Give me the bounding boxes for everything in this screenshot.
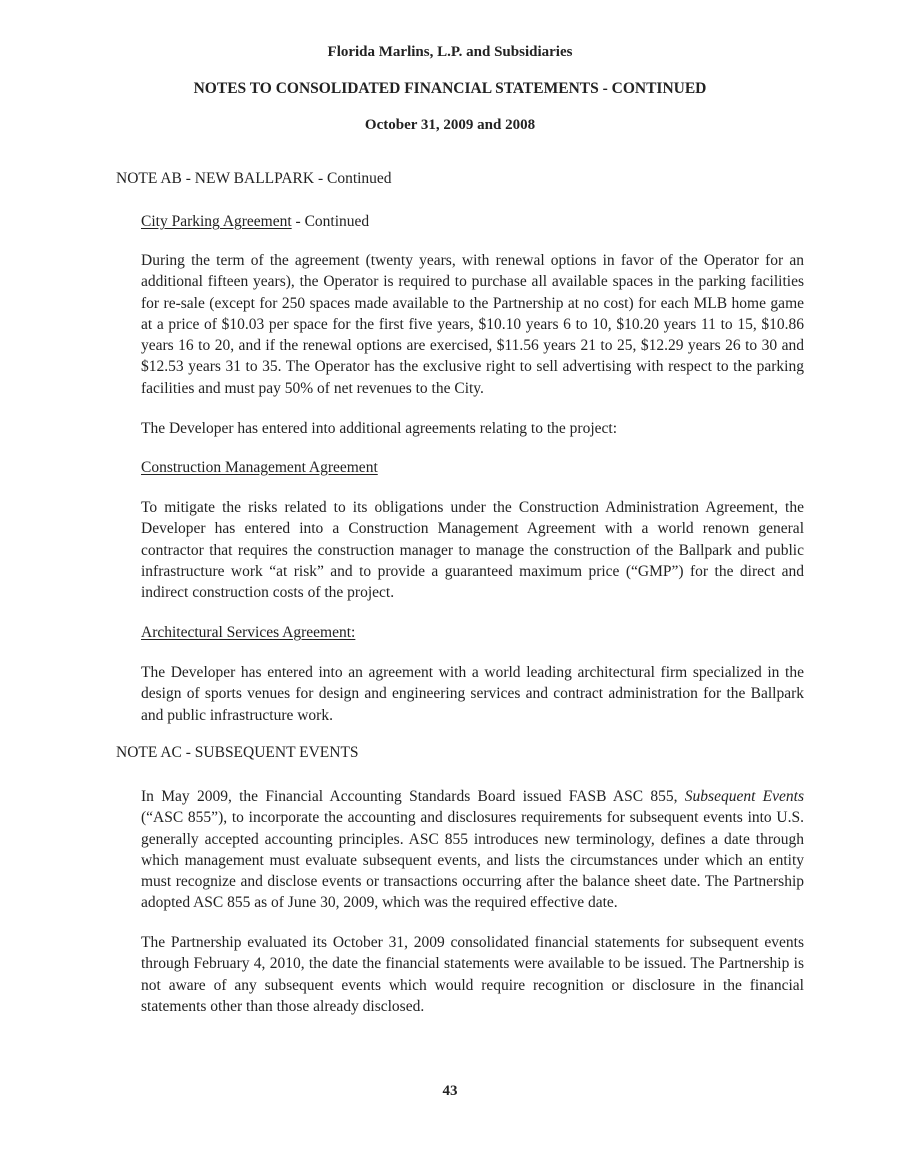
note-ab-heading: NOTE AB - NEW BALLPARK - Continued	[116, 170, 392, 187]
architectural-paragraph: The Developer has entered into an agreement with a world leading architectural firm specialized in the design of sports venues for design and engineering services and contract administration for the Ballpark and public infrastructure work.	[141, 664, 804, 724]
note-ac-heading: NOTE AC - SUBSEQUENT EVENTS	[116, 744, 359, 761]
para1-start: In May 2009, the Financial Accounting Standards Board issued FASB ASC 855,	[141, 788, 685, 805]
developer-intro: The Developer has entered into additional agreements relating to the project:	[141, 420, 618, 437]
construction-paragraph: To mitigate the risks related to its obligations under the Construction Administration Agreement, the Developer has entered into a Construction Management Agreement with a world renown general contractor that requires the construction manager to manage the construction of the Ballpark and public infrastructure work “at risk” and to provide a guaranteed maximum price (“GMP”) for the direct and indirect construction costs of the project.	[141, 499, 804, 602]
construction-subheading: Construction Management Agreement	[141, 459, 378, 476]
parking-subheading-label: City Parking Agreement	[141, 213, 292, 230]
company-name: Florida Marlins, L.P. and Subsidiaries	[327, 44, 573, 60]
subsequent-events-paragraph-2: The Partnership evaluated its October 31, 2009 consolidated financial statements for subsequent events through February 4, 2010, the date the financial statements were available to be issued. The Partnership is not aware of any subsequent events which would require recognition or disclosure in the financial statements other than those already disclosed.	[141, 934, 804, 1015]
para1-end: (“ASC 855”), to incorporate the accounting and disclosures requirements for subsequent events into U.S. generally accepted accounting principles. ASC 855 introduces new terminology, defines a date through which management must evaluate subsequent events, and lists the circumstances under which an entity must recognize and disclose events or transactions occurring after the balance sheet date. The Partnership adopted ASC 855 as of June 30, 2009, which was the required effective date.	[141, 809, 804, 912]
statement-date: October 31, 2009 and 2008	[364, 117, 536, 133]
parking-subheading-suffix: - Continued	[291, 213, 370, 230]
parking-paragraph: During the term of the agreement (twenty years, with renewal options in favor of the Operator for an additional fifteen years), the Operator is required to purchase all available spaces in the parking facilities for re-sale (except for 250 spaces made available to the Partnership at no cost) for each MLB home game at a price of $10.03 per space for the first five years, $10.10 years 6 to 10, $10.20 years 11 to 15, $10.86 years 16 to 20, and if the renewal options are exercised, $11.56 years 21 to 25, $12.29 years 26 to 30 and $12.53 years 31 to 35. The Operator has the exclusive right to sell advertising with respect to the parking facilities and must pay 50% of net revenues to the City.	[141, 252, 804, 397]
page-number: 43	[442, 1083, 458, 1099]
parking-subheading	[141, 211, 804, 232]
document-title: NOTES TO CONSOLIDATED FINANCIAL STATEMENTS - CONTINUED	[193, 80, 707, 97]
architectural-subheading: Architectural Services Agreement:	[141, 624, 356, 641]
para1-italic-term: Subsequent Events	[684, 788, 805, 805]
subsequent-events-paragraph-1	[141, 786, 804, 914]
